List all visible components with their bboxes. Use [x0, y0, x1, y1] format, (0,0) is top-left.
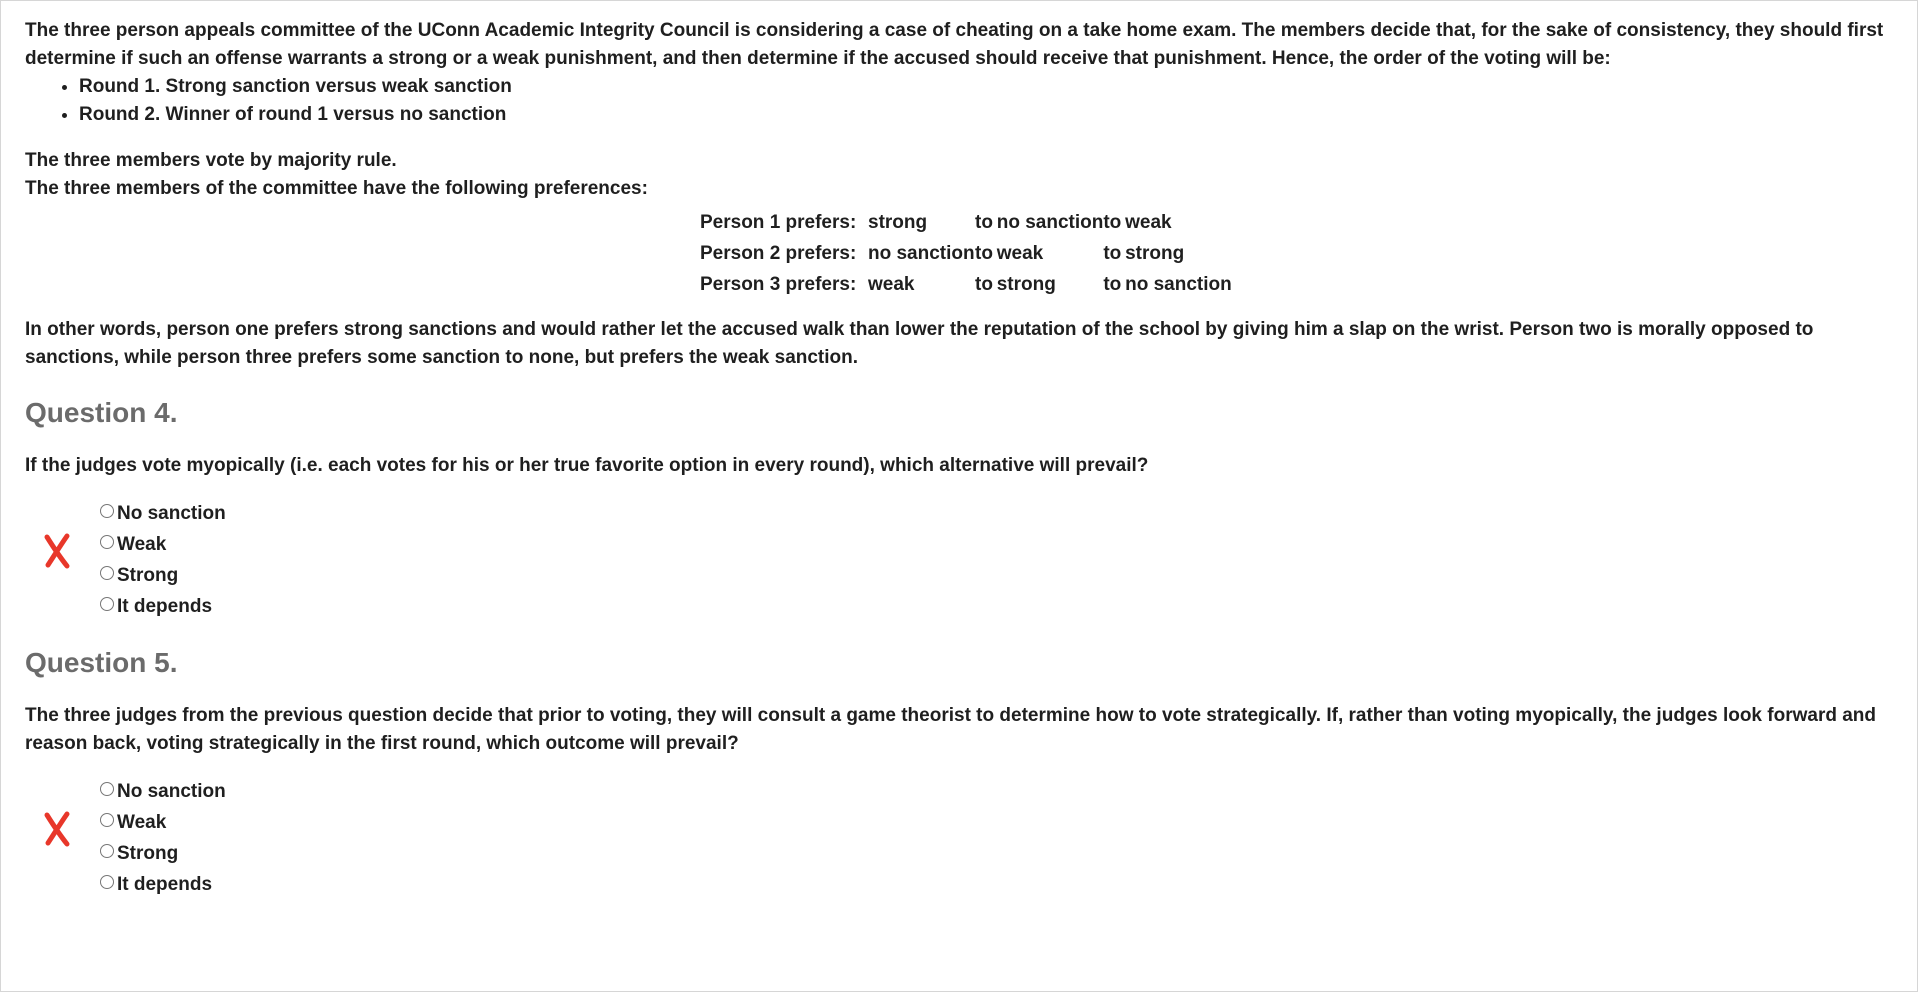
incorrect-x-icon	[43, 810, 71, 848]
preference-row-person-2	[700, 238, 1232, 269]
preference-row-person-3	[700, 269, 1232, 300]
option-label: Weak	[117, 811, 167, 833]
preference-second: to strong	[975, 273, 1056, 295]
q4-option-it-depends[interactable]	[100, 591, 226, 622]
preference-first: strong	[868, 211, 928, 233]
q5-option-weak[interactable]	[100, 807, 226, 838]
preference-third: to weak	[1103, 211, 1172, 233]
radio-button[interactable]	[100, 566, 114, 580]
preference-person: Person 1 prefers:	[700, 211, 857, 233]
radio-button[interactable]	[100, 597, 114, 611]
preference-second: to weak	[975, 242, 1044, 264]
voting-rounds-list	[25, 73, 1895, 129]
option-label: It depends	[117, 595, 213, 617]
preferences-table	[700, 207, 1232, 300]
q5-option-strong[interactable]	[100, 838, 226, 869]
incorrect-x-icon	[43, 532, 71, 570]
q5-option-no-sanction[interactable]	[100, 776, 226, 807]
radio-button[interactable]	[100, 535, 114, 549]
q4-option-no-sanction[interactable]	[100, 498, 226, 529]
option-label: No sanction	[117, 780, 226, 802]
option-label: Strong	[117, 564, 179, 586]
preference-third: to strong	[1103, 242, 1185, 264]
quiz-content	[25, 17, 1895, 900]
preference-row-person-1	[700, 207, 1232, 238]
problem-intro: The three person appeals committee of the UConn Academic Integrity Council is considering a case of cheating on a take home exam. The members decide that, for the sake of consistency, they should first determine if such an offense warrants a strong or a weak punishment, and then determine if the accused should receive that punishment. Hence, the order of the voting will be:	[25, 20, 1884, 69]
question-5-heading: Question 5.	[25, 647, 178, 678]
question-5-text: The three judges from the previous question decide that prior to voting, they will consult a game theorist to determine how to vote strategically. If, rather than voting myopically, the judges look forward and reason back, voting strategically in the first round, which outcome will prevail?	[25, 705, 1877, 754]
option-label: Weak	[117, 533, 167, 555]
question-4-options	[100, 498, 226, 622]
round-2-item: • Round 2. Winner of round 1 versus no sanction	[79, 101, 1895, 129]
preference-third: to no sanction	[1103, 273, 1232, 295]
question-5-options	[100, 776, 226, 900]
question-4-answers	[25, 498, 1895, 622]
radio-button[interactable]	[100, 813, 114, 827]
q5-option-it-depends[interactable]	[100, 869, 226, 900]
preferences-intro: The three members of the committee have the following preferences:	[25, 178, 648, 199]
majority-rule-text: The three members vote by majority rule.	[25, 150, 397, 171]
explanation-text: In other words, person one prefers strong sanctions and would rather let the accused walk than lower the reputation of the school by giving him a slap on the wrist. Person two is morally opposed to sanctions, while person three prefers some sanction to none, but prefers the weak sanction.	[25, 319, 1814, 368]
radio-button[interactable]	[100, 504, 114, 518]
preference-first: no sanction	[868, 242, 975, 264]
radio-button[interactable]	[100, 844, 114, 858]
radio-button[interactable]	[100, 782, 114, 796]
preference-first: weak	[868, 273, 915, 295]
question-4-text: If the judges vote myopically (i.e. each votes for his or her true favorite option in every round), which alternative will prevail?	[25, 455, 1149, 476]
preference-second: to no sanction	[975, 211, 1104, 233]
preference-person: Person 2 prefers:	[700, 242, 857, 264]
radio-button[interactable]	[100, 875, 114, 889]
option-label: It depends	[117, 873, 213, 895]
q4-option-strong[interactable]	[100, 560, 226, 591]
question-4-heading: Question 4.	[25, 397, 178, 428]
option-label: No sanction	[117, 502, 226, 524]
q4-option-weak[interactable]	[100, 529, 226, 560]
round-1-item: • Round 1. Strong sanction versus weak sanction	[79, 73, 1895, 101]
question-5-answers	[25, 776, 1895, 900]
option-label: Strong	[117, 842, 179, 864]
preference-person: Person 3 prefers:	[700, 273, 857, 295]
